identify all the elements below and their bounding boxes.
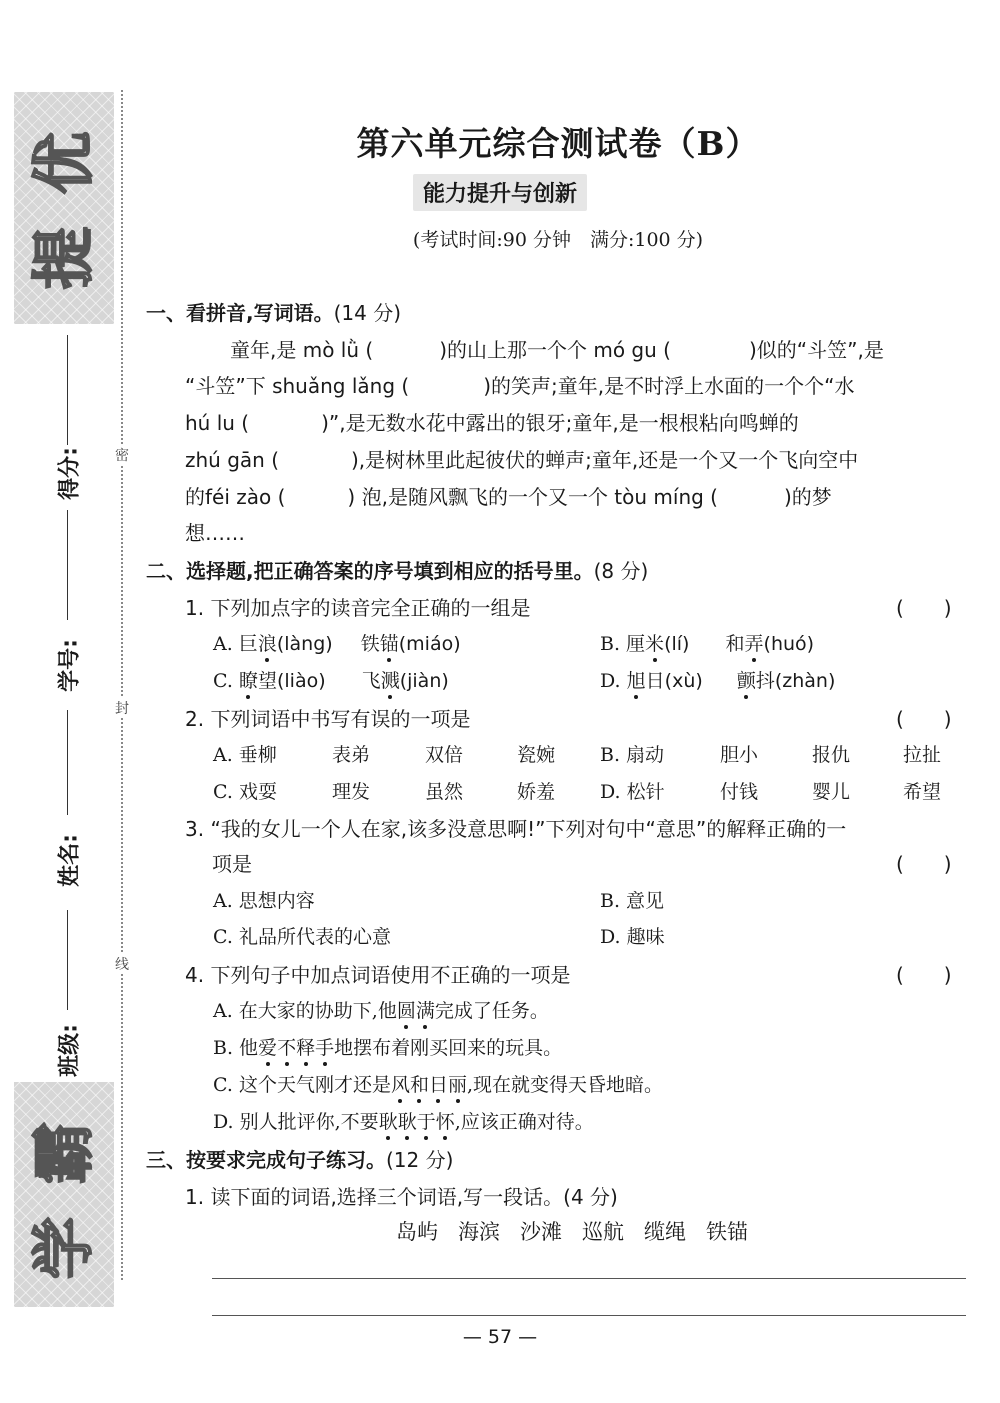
q2-word: 虽然: [425, 781, 464, 803]
s1-text: )的笑声;童年,是不时浮上水面的一个个“水: [483, 374, 855, 398]
s3-q1-stem: 1. 读下面的词语,选择三个词语,写一段话。(4 分): [185, 1185, 618, 1209]
section2-title: 二、选择题,把正确答案的序号填到相应的括号里。: [146, 559, 594, 583]
seal-mark-xian: 线: [114, 954, 130, 974]
section1-points: (14 分): [333, 301, 402, 325]
q2-word: 希望: [903, 781, 942, 803]
seal-mark-mi: 密: [114, 445, 130, 465]
word-item: 岛屿: [396, 1220, 438, 1244]
s1-text: zhú gān (: [185, 448, 279, 472]
q2-word: C. 戏耍: [213, 781, 277, 803]
s1-line-6: [185, 517, 245, 546]
subtitle-wrap: [0, 174, 1000, 211]
bottom-brand-char-2: 学: [27, 1217, 100, 1280]
section1-title: 一、看拼音,写词语。: [146, 301, 334, 325]
s1-text: 的féi zào (: [185, 485, 286, 509]
section3-heading: [146, 1144, 453, 1173]
word-item: 巡航: [582, 1220, 624, 1244]
q3-option-b: B. 意见: [600, 890, 665, 912]
q2-word: A. 垂柳: [213, 744, 277, 766]
student-id-line: [67, 510, 68, 620]
q2-word: D. 松针: [600, 781, 665, 803]
s1-text: hú lu (: [185, 411, 250, 435]
student-id-label: 学号:: [57, 639, 83, 692]
q1-answer-box[interactable]: ( ): [896, 596, 952, 620]
s1-line-1: [230, 334, 884, 363]
q4-option-a: A. 在大家的协助下,他圆满完成了任务。: [213, 1000, 549, 1022]
s1-line-2: [185, 370, 854, 399]
q1-option-d: D. 旭日(xù) 颤抖(zhàn): [600, 670, 836, 692]
name-label: 姓名:: [57, 834, 83, 887]
q1-option-c: C. 瞭望(liào) 飞溅(jiàn): [213, 670, 449, 692]
top-brand-char-1: 优: [27, 132, 100, 195]
section2-heading: [146, 555, 648, 584]
q4-option-b: B. 他爱不释手地摆布着刚买回来的玩具。: [213, 1037, 563, 1059]
q1-stem: 1. 下列加点字的读音完全正确的一组是: [185, 596, 531, 620]
word-list: [396, 1216, 748, 1246]
class-label: 班级:: [57, 1024, 83, 1077]
s1-line-3: [185, 407, 799, 436]
word-item: 铁锚: [706, 1220, 748, 1244]
q2-stem: 2. 下列词语中书写有误的一项是: [185, 707, 471, 731]
writing-line-1[interactable]: [212, 1278, 966, 1279]
section1-heading: [146, 297, 401, 326]
s1-text: )的山上那一个个 mó gu (: [439, 338, 671, 362]
s1-text: )的梦: [783, 485, 832, 509]
bottom-brand-char-1: 霸: [27, 1122, 100, 1185]
score-label: 得分:: [57, 447, 83, 500]
section3-points: (12 分): [386, 1148, 454, 1172]
q3-stem: 3. “我的女儿一个人在家,该多没意思啊!”下列对句中“意思”的解释正确的一: [185, 817, 847, 841]
bottom-brand-panel: [14, 1082, 114, 1307]
q4-answer-box[interactable]: ( ): [896, 963, 952, 987]
q2-word: 娇羞: [517, 781, 556, 803]
top-brand-char-2: 提: [27, 227, 100, 290]
q2-word: 表弟: [332, 744, 371, 766]
q2-word: 胆小: [720, 744, 759, 766]
q2-word: 婴儿: [812, 781, 851, 803]
s1-text: 想……: [185, 521, 245, 545]
class-line: [67, 910, 68, 1010]
q4-option-d: D. 别人批评你,不要耿耿于怀,应该正确对待。: [213, 1111, 594, 1133]
page-title: 第六单元综合测试卷（B）: [356, 124, 760, 163]
q2-word: 双倍: [425, 744, 464, 766]
word-item: 沙滩: [520, 1220, 562, 1244]
q2-word: 付钱: [720, 781, 759, 803]
q2-word: 报仇: [812, 744, 851, 766]
s1-text: “斗笠”下 shuǎng lǎng (: [185, 374, 410, 398]
s1-text: ),是树林里此起彼伏的蝉声;童年,还是一个又一个飞向空中: [351, 448, 859, 472]
exam-timing: (考试时间:90 分钟 满分:100 分): [412, 229, 704, 251]
s1-text: )”,是无数水花中露出的银牙;童年,是一根根粘向鸣蝉的: [321, 411, 799, 435]
q1-option-a: A. 巨浪(làng) 铁锚(miáo): [213, 633, 461, 655]
q2-answer-box[interactable]: ( ): [896, 707, 952, 731]
writing-line-2[interactable]: [212, 1315, 966, 1316]
q2-word: 瓷婉: [517, 744, 556, 766]
section3-title: 三、按要求完成句子练习。: [146, 1148, 386, 1172]
q4-option-c: C. 这个天气刚才还是风和日丽,现在就变得天昏地暗。: [213, 1074, 664, 1096]
q3-option-c: C. 礼品所代表的心意: [213, 926, 391, 948]
q3-option-d: D. 趣味: [600, 926, 665, 948]
word-item: 缆绳: [644, 1220, 686, 1244]
s1-line-5: [185, 481, 832, 510]
section2-points: (8 分): [593, 559, 649, 583]
subtitle-badge: 能力提升与创新: [413, 174, 587, 211]
q2-word: 拉扯: [903, 744, 942, 766]
q3-answer-box[interactable]: ( ): [896, 852, 952, 876]
q1-option-b: B. 厘米(lí) 和弄(huó): [600, 633, 815, 655]
binding-dotted-line: [121, 90, 123, 1280]
score-line: [67, 335, 68, 445]
q3-option-a: A. 思想内容: [213, 890, 315, 912]
word-item: 海滨: [458, 1220, 500, 1244]
q4-stem: 4. 下列句子中加点词语使用不正确的一项是: [185, 963, 571, 987]
q2-word: 理发: [332, 781, 371, 803]
s1-text: )似的“斗笠”,是: [748, 338, 884, 362]
q3-stem-cont: 项是: [212, 852, 252, 876]
q2-word: B. 扇动: [600, 744, 665, 766]
s1-text: 童年,是 mò lǜ (: [230, 338, 374, 362]
seal-mark-feng: 封: [114, 698, 130, 718]
s1-line-4: [185, 444, 858, 473]
page-number: — 57 —: [462, 1326, 538, 1348]
name-line: [67, 710, 68, 815]
s1-text: ) 泡,是随风飘飞的一个又一个 tòu míng (: [347, 485, 718, 509]
